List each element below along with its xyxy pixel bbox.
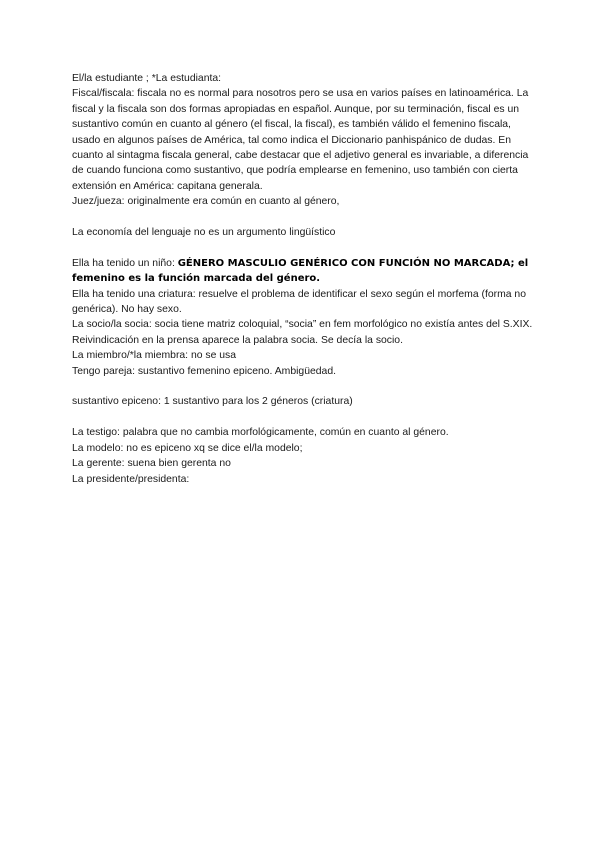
line-testigo: La testigo: palabra que no cambia morfológicamente, común en cuanto al género. bbox=[72, 427, 449, 439]
document-body bbox=[72, 71, 542, 487]
blank-line bbox=[72, 379, 542, 394]
blank-line bbox=[72, 410, 542, 425]
line-epiceno: sustantivo epiceno: 1 sustantivo para los 2 géneros (criatura) bbox=[72, 396, 353, 408]
nino-prefix: Ella ha tenido un niño: bbox=[72, 257, 178, 269]
line-juez: Juez/jueza: originalmente era común en cuanto al género, bbox=[72, 196, 340, 208]
blank-line bbox=[72, 240, 542, 255]
nino-bold-note: GÉNERO MASCULIO GENÉRICO CON FUNCIÓN NO MARCADA; el femenino es la función marcada del género. bbox=[72, 257, 529, 285]
blank-line bbox=[72, 210, 542, 225]
line-miembro: La miembro/*la miembra: no se usa bbox=[72, 350, 237, 362]
paragraph-nino bbox=[72, 256, 542, 287]
line-estudiante: El/la estudiante ; *La estudianta: bbox=[72, 73, 222, 84]
line-gerente: La gerente: suena bien gerenta no bbox=[72, 458, 231, 470]
line-pareja: Tengo pareja: sustantivo femenino epiceno. Ambigüedad. bbox=[72, 365, 336, 377]
line-economia: La economía del lenguaje no es un argumento lingüístico bbox=[72, 227, 336, 239]
line-modelo: La modelo: no es epiceno xq se dice el/la modelo; bbox=[72, 442, 303, 454]
paragraph-socia: La socio/la socia: socia tiene matriz coloquial, “socia” en fem morfológico no existía antes del S.XIX. Reivindicación en la prensa aparece la palabra socia. Se decía la socio. bbox=[72, 319, 533, 346]
line-presidente: La presidente/presidenta: bbox=[72, 473, 190, 485]
paragraph-fiscal: Fiscal/fiscala: fiscala no es normal para nosotros pero se usa en varios países en latinoamérica. La fiscal y la fiscala son dos formas apropiadas en español. Aunque, por su terminación, fiscal es un sustantivo común en cuanto al género (el fiscal, la fiscal), es también válido el femenino fiscala, usado en algunos países de América, tal como indica el Diccionario panhispánico de dudas. En cuanto al sintagma fiscala general, cabe destacar que el adjetivo general es invariable, a diferencia de cuando funciona como sustantivo, que podría emplearse en femenino, uso también con cierta extensión en América: capitana generala. bbox=[72, 88, 529, 192]
paragraph-criatura: Ella ha tenido una criatura: resuelve el problema de identificar el sexo según el morfema (forma no genérica). No hay sexo. bbox=[72, 288, 526, 316]
